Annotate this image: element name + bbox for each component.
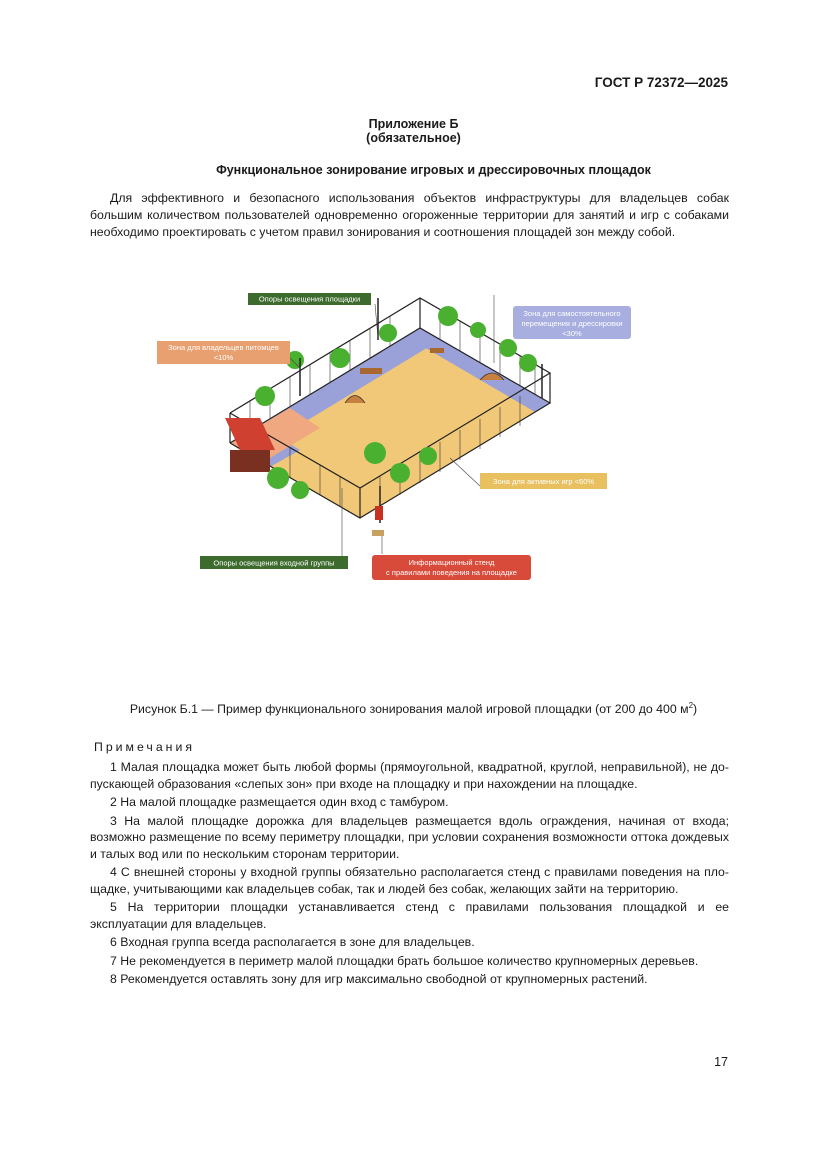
note-item: 3 На малой площадке дорожка для владельцев размещается вдоль ограждения, начиная от входа; возможно размещение по всему периметру площадки, при условии сохранения возможности оттока дождевых и талых вод или по нескольким сторонам территории. — [90, 813, 729, 861]
annex-status: (обязательное) — [366, 131, 461, 145]
note-item: 8 Рекомендуется оставлять зону для игр максимально свободной от крупномерных растений. — [110, 972, 648, 986]
note-item: 1 Малая площадка может быть любой формы (прямоугольной, квадратной, круглой, неправильной), не допускающей образования «слепых зон» при входе на площадку и при нахождении на площадке. — [90, 760, 729, 791]
zoning-figure — [150, 268, 670, 588]
annex-title: Приложение Б — [368, 117, 459, 131]
standard-number: ГОСТ Р 72372—2025 — [594, 75, 728, 90]
info-stand-marker — [372, 506, 384, 536]
note-item: 6 Входная группа всегда располагается в зоне для владельцев. — [110, 935, 475, 949]
svg-text:Опоры освещения площадки: Опоры освещения площадки — [258, 294, 361, 304]
notes-list — [90, 759, 729, 990]
intro-paragraph: Для эффективного и безопасного использования объектов инфраструктуры для владельцев собак большим количеством пользователей одновременно огороженные территории для занятий и игр с собаками необходимо проектировать с учетом правил зонирования и соотношения площадей зон между собой. — [90, 191, 729, 239]
svg-text:с правилами поведения на площа: с правилами поведения на площадке — [386, 568, 517, 577]
playground-illustration — [150, 268, 670, 588]
svg-text:Опоры освещения входной группы: Опоры освещения входной группы — [213, 558, 335, 568]
note-item: 2 На малой площадке размещается один вход с тамбуром. — [110, 795, 449, 809]
svg-text:Информационный стенд: Информационный стенд — [408, 558, 495, 567]
figure-caption: Рисунок Б.1 — Пример функционального зонирования малой игровой площадки (от 200 до 400 $м^2$) — [129, 701, 698, 717]
svg-text:Зона для владельцев питомцев: Зона для владельцев питомцев — [168, 343, 279, 352]
section-heading: Функциональное зонирование игровых и дрессировочных площадок — [216, 163, 651, 177]
svg-text:перемещения и дрессировки: перемещения и дрессировки — [521, 319, 623, 328]
page-number: 17 — [714, 1055, 728, 1069]
svg-text:Зона для активных игр <60%: Зона для активных игр <60% — [492, 477, 595, 486]
svg-text:Зона для самостоятельного: Зона для самостоятельного — [523, 309, 621, 318]
note-item: 7 Не рекомендуется в периметр малой площадки брать большое количество крупномерных деревьев. — [110, 953, 699, 968]
note-item: 5 На территории площадки устанавливается стенд с правилами пользования площадкой и ее эксплуатации для владельцев. — [90, 900, 729, 931]
svg-text:<10%: <10% — [213, 353, 234, 362]
note-item: 4 С внешней стороны у входной группы обязательно располагается стенд с правилами поведения на площадке, учитывающими как владельцев собак, так и людей без собак, желающих зайти на территорию. — [90, 865, 729, 896]
svg-text:<30%: <30% — [562, 329, 582, 338]
notes-heading: Примечания — [94, 740, 195, 754]
